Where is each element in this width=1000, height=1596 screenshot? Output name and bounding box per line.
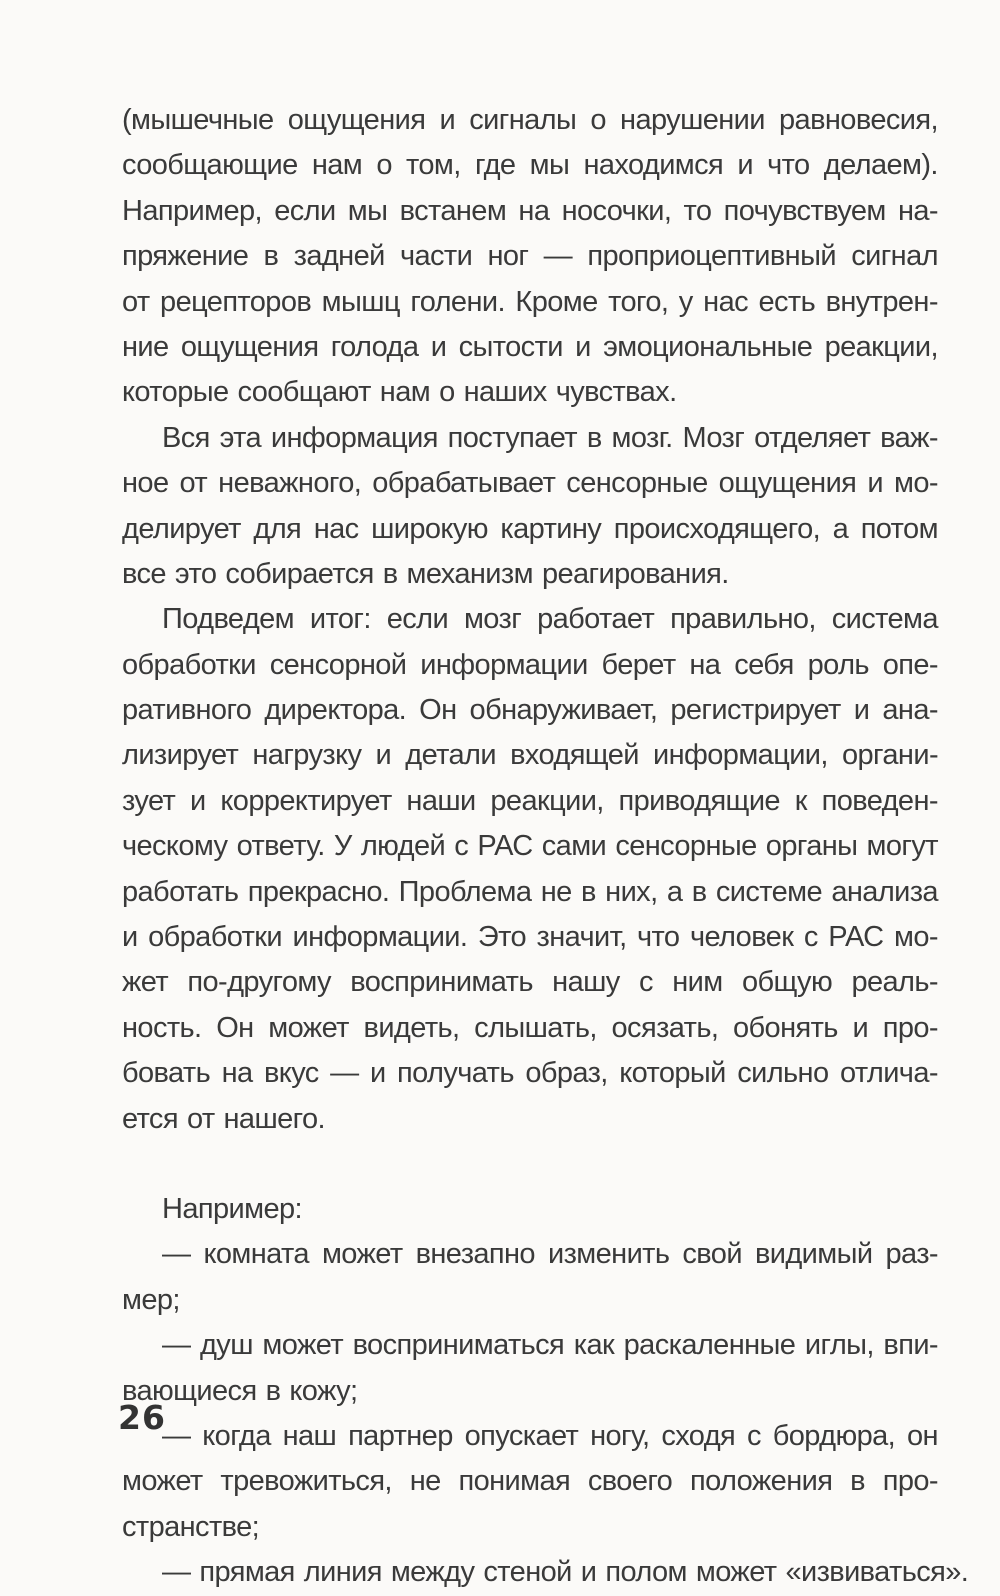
- page-number: 26: [118, 1398, 166, 1437]
- text-line: от рецепторов мышц голени. Кроме того, у нас есть внутрен-: [122, 285, 938, 318]
- paragraph: [122, 597, 938, 1142]
- text-line: (мышечные ощущения и сигналы о нарушении равновесия,: [122, 104, 938, 136]
- paragraph: [122, 1187, 938, 1232]
- text-line: Например, если мы встанем на носочки, то почувствуем на-: [122, 194, 938, 227]
- text-line: может тревожиться, не понимая своего положения в про-: [122, 1465, 938, 1498]
- text-line: Например:: [162, 1192, 302, 1225]
- paragraph: [122, 98, 938, 416]
- text-line: все это собирается в механизм реагирования.: [122, 557, 729, 590]
- text-line: ние ощущения голода и сытости и эмоциональные реакции,: [122, 330, 938, 363]
- text-line: пряжение в задней части ног — проприоцептивный сигнал: [122, 240, 938, 273]
- text-line: — душ может восприниматься как раскаленные иглы, впи-: [162, 1329, 938, 1362]
- text-line: ное от неважного, обрабатывает сенсорные ощущения и мо-: [122, 467, 938, 500]
- text-line: обработки сенсорной информации берет на себя роль опе-: [122, 648, 938, 681]
- text-line: сообщающие нам о том, где мы находимся и что делаем).: [122, 149, 938, 182]
- paragraph: [122, 1414, 938, 1550]
- text-line: мер;: [122, 1283, 180, 1316]
- text-line: вающиеся в кожу;: [122, 1374, 358, 1407]
- page-body: [122, 98, 969, 1596]
- text-line: — прямая линия между стеной и полом может «извиваться».: [162, 1556, 969, 1589]
- paragraph: [122, 1550, 969, 1595]
- text-line: — когда наш партнер опускает ногу, сходя с бордюра, он: [162, 1419, 938, 1452]
- text-line: — комната может внезапно изменить свой видимый раз-: [162, 1238, 938, 1271]
- text-line: странстве;: [122, 1510, 260, 1543]
- text-line: ется от нашего.: [122, 1102, 325, 1135]
- paragraph-gap: [122, 1142, 938, 1187]
- text-line: ративного директора. Он обнаруживает, регистрирует и ана-: [122, 694, 938, 727]
- text-line: делирует для нас широкую картину происходящего, а потом: [122, 512, 938, 545]
- text-line: лизирует нагрузку и детали входящей информации, органи-: [122, 739, 938, 772]
- paragraph: [122, 1232, 938, 1323]
- paragraph: [122, 1323, 938, 1414]
- text-line: и обработки информации. Это значит, что человек с РАС мо-: [122, 921, 938, 954]
- text-line: работать прекрасно. Проблема не в них, а в системе анализа: [122, 875, 938, 908]
- paragraph: [122, 416, 938, 598]
- text-line: жет по-другому воспринимать нашу с ним общую реаль-: [122, 966, 938, 999]
- text-line: зует и корректирует наши реакции, приводящие к поведен-: [122, 784, 938, 817]
- text-line: Вся эта информация поступает в мозг. Мозг отделяет важ-: [162, 421, 938, 454]
- text-line: Подведем итог: если мозг работает правильно, система: [162, 603, 938, 636]
- text-line: которые сообщают нам о наших чувствах.: [122, 376, 677, 409]
- text-line: ческому ответу. У людей с РАС сами сенсорные органы могут: [122, 830, 938, 863]
- text-line: бовать на вкус — и получать образ, который сильно отлича-: [122, 1057, 938, 1090]
- text-line: ность. Он может видеть, слышать, осязать, обонять и про-: [122, 1011, 938, 1044]
